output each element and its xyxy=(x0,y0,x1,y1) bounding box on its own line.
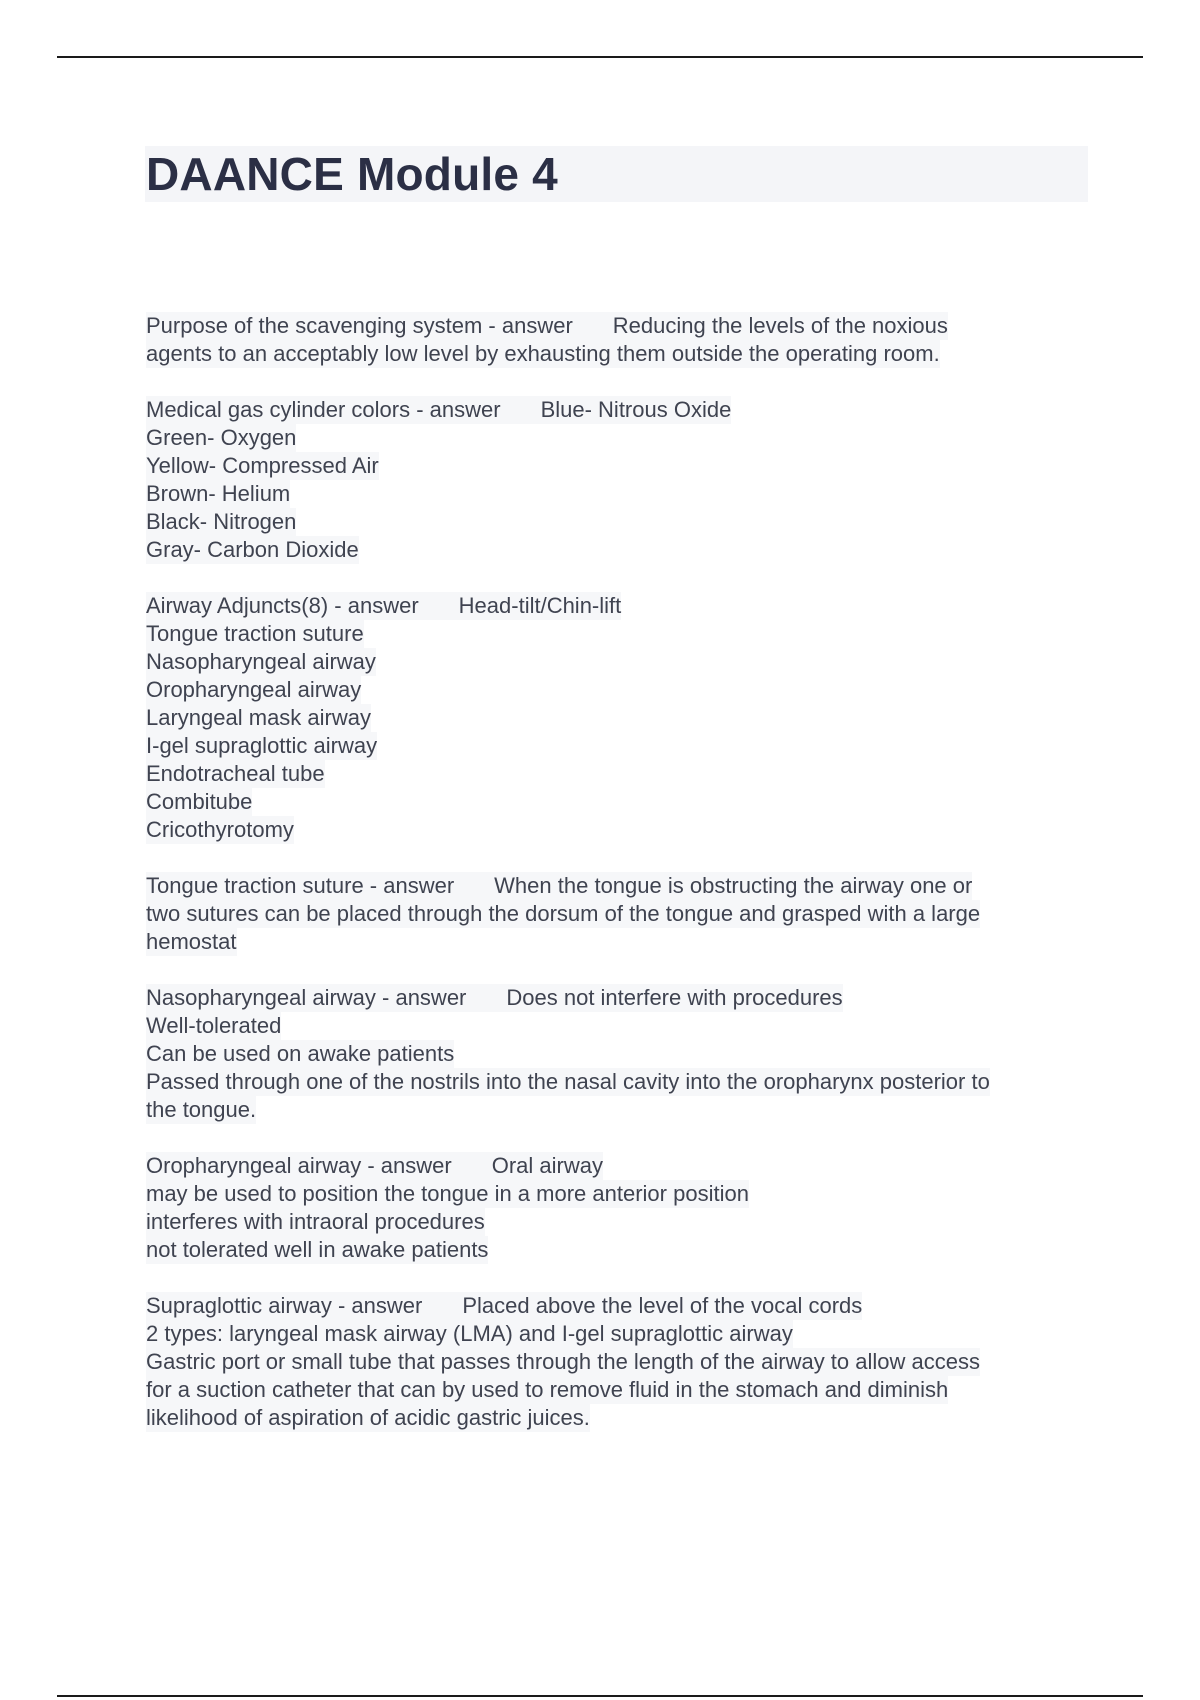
answer-line: the tongue. xyxy=(146,1097,257,1122)
flashcard-list xyxy=(146,312,1086,1460)
answer-line: I-gel supraglottic airway xyxy=(146,733,378,758)
answer-text: When the tongue is obstructing the airway one or xyxy=(494,873,973,898)
answer-line: Green- Oxygen xyxy=(146,425,297,450)
answer-line: Well-tolerated xyxy=(146,1013,282,1038)
answer-line: Black- Nitrogen xyxy=(146,509,297,534)
qa-entry xyxy=(146,396,1086,564)
answer-line: Laryngeal mask airway xyxy=(146,705,371,730)
answer-line: not tolerated well in awake patients xyxy=(146,1237,489,1262)
answer-line: may be used to position the tongue in a more anterior position xyxy=(146,1181,749,1206)
answer-line: interferes with intraoral procedures xyxy=(146,1209,485,1234)
answer-line: 2 types: laryngeal mask airway (LMA) and I-gel supraglottic airway xyxy=(146,1321,793,1346)
qa-first-line xyxy=(146,1292,862,1320)
answer-text: Head-tilt/Chin-lift xyxy=(458,593,622,618)
answer-text: Does not interfere with procedures xyxy=(506,985,843,1010)
question-text: Oropharyngeal airway - answer xyxy=(146,1153,452,1178)
answer-line: Brown- Helium xyxy=(146,481,291,506)
question-text: Supraglottic airway - answer xyxy=(146,1293,423,1318)
question-text: Nasopharyngeal airway - answer xyxy=(146,985,467,1010)
answer-text: Oral airway xyxy=(491,1153,603,1178)
qa-entry xyxy=(146,1152,1086,1264)
answer-line: Combitube xyxy=(146,789,253,814)
qa-entry xyxy=(146,312,1086,368)
answer-line: Tongue traction suture xyxy=(146,621,364,646)
qa-first-line xyxy=(146,312,948,340)
question-text: Tongue traction suture - answer xyxy=(146,873,455,898)
qa-first-line xyxy=(146,1152,603,1180)
answer-text: Blue- Nitrous Oxide xyxy=(540,397,732,422)
answer-text: Placed above the level of the vocal cords xyxy=(462,1293,863,1318)
answer-line: Cricothyrotomy xyxy=(146,817,294,842)
answer-line: hemostat xyxy=(146,929,237,954)
answer-line: Gastric port or small tube that passes through the length of the airway to allow access xyxy=(146,1349,980,1374)
qa-first-line xyxy=(146,984,843,1012)
answer-line: agents to an acceptably low level by exhausting them outside the operating room. xyxy=(146,341,940,366)
qa-first-line xyxy=(146,872,972,900)
qa-entry xyxy=(146,984,1086,1124)
answer-text: Reducing the levels of the noxious xyxy=(612,313,948,338)
top-rule xyxy=(57,56,1143,58)
question-text: Medical gas cylinder colors - answer xyxy=(146,397,501,422)
answer-line: Nasopharyngeal airway xyxy=(146,649,376,674)
answer-line: Passed through one of the nostrils into the nasal cavity into the oropharynx posterior to xyxy=(146,1069,990,1094)
answer-line: Gray- Carbon Dioxide xyxy=(146,537,359,562)
qa-first-line xyxy=(146,592,621,620)
qa-entry xyxy=(146,592,1086,844)
answer-line: two sutures can be placed through the dorsum of the tongue and grasped with a large xyxy=(146,901,981,926)
question-text: Airway Adjuncts(8) - answer xyxy=(146,593,419,618)
qa-entry xyxy=(146,872,1086,956)
qa-first-line xyxy=(146,396,731,424)
answer-line: Can be used on awake patients xyxy=(146,1041,455,1066)
bottom-rule xyxy=(57,1695,1143,1697)
answer-line: Oropharyngeal airway xyxy=(146,677,362,702)
qa-entry xyxy=(146,1292,1086,1432)
answer-line: Endotracheal tube xyxy=(146,761,325,786)
page-title: DAANCE Module 4 xyxy=(146,148,558,200)
question-text: Purpose of the scavenging system - answer xyxy=(146,313,573,338)
answer-line: likelihood of aspiration of acidic gastric juices. xyxy=(146,1405,590,1430)
answer-line: for a suction catheter that can by used to remove fluid in the stomach and diminish xyxy=(146,1377,949,1402)
answer-line: Yellow- Compressed Air xyxy=(146,453,379,478)
